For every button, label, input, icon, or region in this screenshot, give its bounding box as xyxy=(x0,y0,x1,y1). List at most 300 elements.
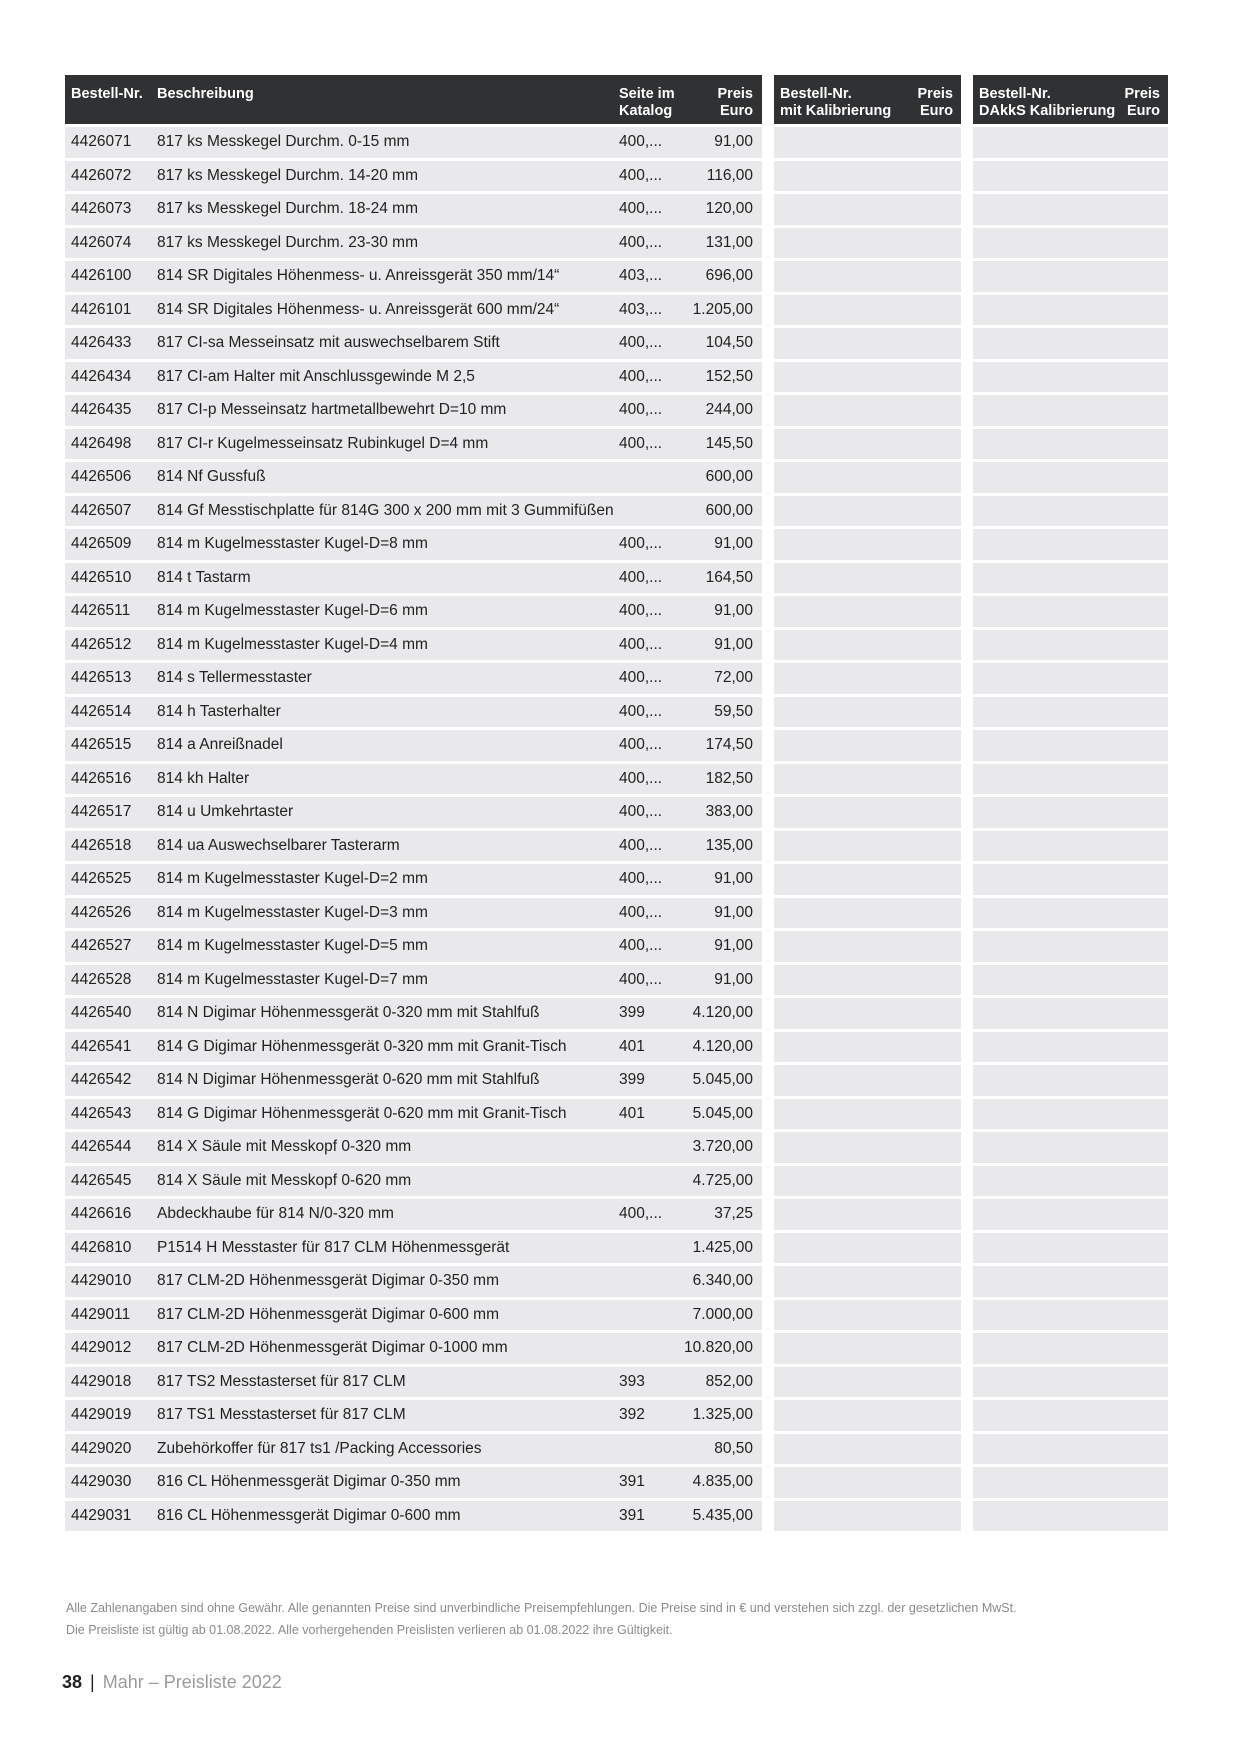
disclaimer-line-1: Alle Zahlenangaben sind ohne Gewähr. Alle genannten Preise sind unverbindliche Preisempfehlungen. Die Preise sind in € und verstehen sich zzgl. der gesetzlichen MwSt. xyxy=(66,1601,1017,1615)
table-row xyxy=(65,1501,762,1532)
catalog-page: 400,... xyxy=(619,870,663,887)
dakks-row xyxy=(973,697,1168,728)
price: 4.725,00 xyxy=(692,1171,753,1189)
catalog-page: 391 xyxy=(619,1506,645,1524)
dakks-row xyxy=(973,1300,1168,1331)
description: 814 SR Digitales Höhenmess- u. Anreissgerät 600 mm/24“ xyxy=(157,300,560,318)
dakks-row xyxy=(973,1400,1168,1431)
catalog-page: 399 xyxy=(619,1071,645,1088)
header-price-line2: Euro xyxy=(719,103,753,119)
dakks-row xyxy=(973,1367,1168,1398)
description: 814 G Digimar Höhenmessgerät 0-620 mm mit Granit-Tisch xyxy=(157,1104,567,1122)
description: 817 ks Messkegel Durchm. 23-30 mm xyxy=(157,233,419,251)
price: 7.000,00 xyxy=(692,1305,753,1323)
price: 59,50 xyxy=(714,702,753,720)
calibration-row xyxy=(774,194,961,225)
price: 5.045,00 xyxy=(692,1104,753,1122)
calibration-row xyxy=(774,697,961,728)
catalog-page: 400,... xyxy=(619,602,663,619)
price: 104,50 xyxy=(705,334,753,351)
catalog-page: 400,... xyxy=(619,1205,663,1222)
table-row xyxy=(65,429,762,460)
price: 80,50 xyxy=(714,1439,753,1457)
table-row xyxy=(65,194,762,225)
description: 817 TS2 Messtasterset für 817 CLM xyxy=(157,1372,406,1390)
price: 135,00 xyxy=(705,836,753,854)
calibration-row xyxy=(774,563,961,594)
price: 182,50 xyxy=(705,769,753,787)
table-row xyxy=(65,1166,762,1197)
price: 383,00 xyxy=(705,803,753,820)
calibration-table-header xyxy=(774,75,961,124)
order-number: 4426518 xyxy=(71,836,132,854)
dakks-row xyxy=(973,261,1168,292)
description: 814 u Umkehrtaster xyxy=(157,803,294,820)
description: 814 N Digimar Höhenmessgerät 0-320 mm mit Stahlfuß xyxy=(157,1004,540,1021)
description: 814 Nf Gussfuß xyxy=(157,468,266,485)
price: 5.045,00 xyxy=(692,1071,753,1088)
price: 174,50 xyxy=(705,736,753,753)
catalog-page: 400,... xyxy=(619,635,663,653)
catalog-page: 403,... xyxy=(619,300,663,318)
table-row xyxy=(65,1400,762,1431)
table-row xyxy=(65,998,762,1029)
header-dakks-price-line2: Euro xyxy=(1126,103,1160,119)
order-number: 4426101 xyxy=(71,300,132,318)
description: 814 SR Digitales Höhenmess- u. Anreissgerät 350 mm/14“ xyxy=(157,267,560,284)
catalog-page: 400,... xyxy=(619,535,663,552)
calibration-row xyxy=(774,161,961,192)
table-row xyxy=(65,161,762,192)
order-number: 4426072 xyxy=(71,166,132,184)
calibration-row xyxy=(774,1166,961,1197)
description: 817 ks Messkegel Durchm. 14-20 mm xyxy=(157,166,419,184)
description: 814 s Tellermesstaster xyxy=(157,669,312,686)
table-row xyxy=(65,1199,762,1230)
calibration-row xyxy=(774,797,961,828)
description: 814 m Kugelmesstaster Kugel-D=3 mm xyxy=(157,903,428,921)
table-row xyxy=(65,1132,762,1163)
table-row xyxy=(65,1233,762,1264)
catalog-page: 400,... xyxy=(619,334,663,351)
description: 814 G Digimar Höhenmessgerät 0-320 mm mit Granit-Tisch xyxy=(157,1037,567,1055)
header-kal-nr-line2: mit Kalibrierung xyxy=(780,103,892,119)
order-number: 4429020 xyxy=(71,1439,132,1457)
catalog-page: 399 xyxy=(619,1004,645,1021)
dakks-row xyxy=(973,295,1168,326)
calibration-row xyxy=(774,429,961,460)
description: 816 CL Höhenmessgerät Digimar 0-600 mm xyxy=(157,1506,461,1524)
order-number: 4426526 xyxy=(71,903,132,921)
dakks-row xyxy=(973,1199,1168,1230)
calibration-row xyxy=(774,1367,961,1398)
table-row xyxy=(65,1099,762,1130)
description: 814 N Digimar Höhenmessgerät 0-620 mm mit Stahlfuß xyxy=(157,1071,540,1088)
calibration-row xyxy=(774,1434,961,1465)
table-row xyxy=(65,898,762,929)
order-number: 4429019 xyxy=(71,1406,132,1423)
catalog-page: 400,... xyxy=(619,836,663,854)
calibration-row xyxy=(774,831,961,862)
dakks-row xyxy=(973,831,1168,862)
catalog-page: 400,... xyxy=(619,434,663,452)
dakks-row xyxy=(973,1132,1168,1163)
order-number: 4426074 xyxy=(71,233,132,251)
header-price-calibration xyxy=(918,86,953,120)
price: 4.835,00 xyxy=(692,1473,753,1490)
dakks-row xyxy=(973,1467,1168,1498)
order-number: 4426510 xyxy=(71,568,132,586)
calibration-row xyxy=(774,1300,961,1331)
order-number: 4426434 xyxy=(71,367,132,385)
description: 817 ks Messkegel Durchm. 18-24 mm xyxy=(157,200,419,217)
dakks-row xyxy=(973,931,1168,962)
calibration-row xyxy=(774,1065,961,1096)
dakks-table xyxy=(973,75,1168,1534)
calibration-row xyxy=(774,496,961,527)
calibration-row xyxy=(774,898,961,929)
dakks-row xyxy=(973,1233,1168,1264)
table-row xyxy=(65,362,762,393)
description: 814 m Kugelmesstaster Kugel-D=6 mm xyxy=(157,602,428,619)
price: 696,00 xyxy=(705,267,753,284)
catalog-page: 400,... xyxy=(619,669,663,686)
description: 814 m Kugelmesstaster Kugel-D=5 mm xyxy=(157,937,428,954)
table-row xyxy=(65,328,762,359)
dakks-row xyxy=(973,1501,1168,1532)
description: 817 CI-sa Messeinsatz mit auswechselbarem Stift xyxy=(157,334,500,351)
order-number: 4426506 xyxy=(71,468,132,485)
description: 817 CLM-2D Höhenmessgerät Digimar 0-600 mm xyxy=(157,1305,499,1323)
page-number: 38 xyxy=(62,1672,83,1692)
price: 91,00 xyxy=(714,635,753,653)
price: 1.205,00 xyxy=(692,300,753,318)
price: 600,00 xyxy=(705,501,753,519)
price: 852,00 xyxy=(705,1372,753,1390)
calibration-row xyxy=(774,764,961,795)
catalog-page: 400,... xyxy=(619,970,663,988)
calibration-row xyxy=(774,261,961,292)
calibration-row xyxy=(774,965,961,996)
header-dakks-nr-line1: Bestell-Nr. xyxy=(979,86,1051,102)
table-row xyxy=(65,797,762,828)
calibration-row xyxy=(774,596,961,627)
price: 131,00 xyxy=(705,233,753,251)
calibration-row xyxy=(774,328,961,359)
calibration-row xyxy=(774,1400,961,1431)
catalog-page: 400,... xyxy=(619,803,663,820)
page-footer xyxy=(62,1670,282,1694)
description: 817 CLM-2D Höhenmessgerät Digimar 0-350 mm xyxy=(157,1272,499,1289)
dakks-row xyxy=(973,194,1168,225)
calibration-row xyxy=(774,864,961,895)
description: 814 h Tasterhalter xyxy=(157,702,281,720)
order-number: 4429012 xyxy=(71,1339,132,1356)
dakks-row xyxy=(973,596,1168,627)
table-row xyxy=(65,1266,762,1297)
dakks-row xyxy=(973,965,1168,996)
table-row xyxy=(65,1367,762,1398)
dakks-row xyxy=(973,630,1168,661)
table-row xyxy=(65,730,762,761)
dakks-row xyxy=(973,864,1168,895)
table-row xyxy=(65,831,762,862)
catalog-page: 391 xyxy=(619,1473,645,1490)
table-row xyxy=(65,228,762,259)
calibration-row xyxy=(774,1032,961,1063)
price: 91,00 xyxy=(714,903,753,921)
price: 1.425,00 xyxy=(692,1238,753,1256)
price: 3.720,00 xyxy=(692,1138,753,1155)
catalog-page: 392 xyxy=(619,1406,645,1423)
calibration-row xyxy=(774,931,961,962)
table-row xyxy=(65,563,762,594)
calibration-row xyxy=(774,295,961,326)
order-number: 4426507 xyxy=(71,501,132,519)
table-row xyxy=(65,261,762,292)
dakks-row xyxy=(973,898,1168,929)
price: 91,00 xyxy=(714,937,753,954)
order-number: 4426517 xyxy=(71,803,132,820)
price: 244,00 xyxy=(705,401,753,418)
dakks-row xyxy=(973,563,1168,594)
table-row xyxy=(65,395,762,426)
order-number: 4426514 xyxy=(71,702,132,720)
catalog-page: 393 xyxy=(619,1372,645,1390)
price: 91,00 xyxy=(714,602,753,619)
catalog-page: 403,... xyxy=(619,267,663,284)
disclaimer-line-2: Die Preisliste ist gültig ab 01.08.2022. Alle vorhergehenden Preislisten verlieren ab 01.08.2022 ihre Gültigkeit. xyxy=(66,1623,673,1637)
calibration-row xyxy=(774,395,961,426)
dakks-row xyxy=(973,1434,1168,1465)
calibration-row xyxy=(774,730,961,761)
catalog-page: 400,... xyxy=(619,233,663,251)
table-row xyxy=(65,596,762,627)
description: P1514 H Messtaster für 817 CLM Höhenmessgerät xyxy=(157,1238,510,1256)
description: 817 CI-r Kugelmesseinsatz Rubinkugel D=4 mm xyxy=(157,434,489,452)
calibration-row xyxy=(774,1199,961,1230)
price: 4.120,00 xyxy=(692,1004,753,1021)
calibration-row xyxy=(774,462,961,493)
dakks-row xyxy=(973,496,1168,527)
description: 814 t Tastarm xyxy=(157,568,251,586)
calibration-row xyxy=(774,1333,961,1364)
dakks-row xyxy=(973,395,1168,426)
dakks-row xyxy=(973,1099,1168,1130)
calibration-row xyxy=(774,1467,961,1498)
header-dakks-price-line1: Preis xyxy=(1124,86,1160,102)
catalog-page: 400,... xyxy=(619,769,663,787)
table-row xyxy=(65,1032,762,1063)
catalog-page: 400,... xyxy=(619,401,663,418)
order-number: 4426512 xyxy=(71,635,132,653)
calibration-row xyxy=(774,663,961,694)
order-number: 4426543 xyxy=(71,1104,132,1122)
price: 116,00 xyxy=(706,166,753,184)
description: Abdeckhaube für 814 N/0-320 mm xyxy=(157,1205,394,1222)
dakks-row xyxy=(973,1333,1168,1364)
dakks-row xyxy=(973,1065,1168,1096)
price: 91,00 xyxy=(714,535,753,552)
table-row xyxy=(65,764,762,795)
disclaimer xyxy=(66,1597,1176,1641)
calibration-row xyxy=(774,1132,961,1163)
table-row xyxy=(65,1065,762,1096)
catalog-page: 400,... xyxy=(619,367,663,385)
calibration-row xyxy=(774,630,961,661)
catalog-page: 400,... xyxy=(619,133,663,150)
header-order-number-dakks xyxy=(979,86,1115,120)
table-row xyxy=(65,1300,762,1331)
calibration-row xyxy=(774,1099,961,1130)
header-catalog-page xyxy=(619,86,679,120)
calibration-row xyxy=(774,1233,961,1264)
description: 817 ks Messkegel Durchm. 0-15 mm xyxy=(157,133,410,150)
table-row xyxy=(65,1333,762,1364)
catalog-page: 400,... xyxy=(619,702,663,720)
calibration-row xyxy=(774,1266,961,1297)
header-order-number: Bestell-Nr. xyxy=(71,86,143,102)
dakks-row xyxy=(973,764,1168,795)
description: 816 CL Höhenmessgerät Digimar 0-350 mm xyxy=(157,1473,461,1490)
dakks-row xyxy=(973,127,1168,158)
table-row xyxy=(65,864,762,895)
order-number: 4426542 xyxy=(71,1071,132,1088)
order-number: 4426516 xyxy=(71,769,132,787)
description: 817 TS1 Messtasterset für 817 CLM xyxy=(157,1406,406,1423)
order-number: 4426527 xyxy=(71,937,132,954)
order-number: 4426541 xyxy=(71,1037,132,1055)
header-kal-price-line1: Preis xyxy=(917,86,953,102)
order-number: 4426525 xyxy=(71,870,132,887)
document-title: Mahr – Preisliste 2022 xyxy=(102,1672,282,1692)
table-row xyxy=(65,697,762,728)
dakks-row xyxy=(973,228,1168,259)
dakks-row xyxy=(973,1266,1168,1297)
price: 6.340,00 xyxy=(692,1272,753,1289)
dakks-row xyxy=(973,529,1168,560)
price: 37,25 xyxy=(714,1205,753,1222)
description: 814 m Kugelmesstaster Kugel-D=2 mm xyxy=(157,870,428,887)
dakks-row xyxy=(973,362,1168,393)
header-price-dakks xyxy=(1125,86,1160,120)
page-separator: | xyxy=(90,1672,95,1692)
order-number: 4429030 xyxy=(71,1473,132,1490)
catalog-page: 401 xyxy=(619,1104,645,1122)
price: 91,00 xyxy=(714,870,753,887)
order-number: 4426810 xyxy=(71,1238,132,1256)
order-number: 4426498 xyxy=(71,434,132,452)
catalog-page: 400,... xyxy=(619,937,663,954)
order-number: 4426073 xyxy=(71,200,132,217)
calibration-table xyxy=(774,75,961,1534)
order-number: 4429031 xyxy=(71,1506,132,1524)
order-number: 4429010 xyxy=(71,1272,132,1289)
order-number: 4426540 xyxy=(71,1004,132,1021)
calibration-row xyxy=(774,998,961,1029)
dakks-row xyxy=(973,797,1168,828)
order-number: 4426528 xyxy=(71,970,132,988)
price: 600,00 xyxy=(705,468,753,485)
calibration-row xyxy=(774,362,961,393)
order-number: 4426433 xyxy=(71,334,132,351)
calibration-row xyxy=(774,1501,961,1532)
description: 814 m Kugelmesstaster Kugel-D=4 mm xyxy=(157,635,428,653)
price: 91,00 xyxy=(714,133,753,150)
price: 72,00 xyxy=(714,669,753,686)
description: 814 m Kugelmesstaster Kugel-D=7 mm xyxy=(157,970,428,988)
dakks-row xyxy=(973,730,1168,761)
calibration-table-body xyxy=(774,127,961,1531)
dakks-table-body xyxy=(973,127,1168,1531)
header-dakks-nr-line2: DAkkS Kalibrierung xyxy=(979,103,1116,119)
price: 164,50 xyxy=(705,568,753,586)
dakks-row xyxy=(973,663,1168,694)
order-number: 4426545 xyxy=(71,1171,132,1189)
dakks-row xyxy=(973,429,1168,460)
description: 814 X Säule mit Messkopf 0-620 mm xyxy=(157,1171,412,1189)
order-number: 4426100 xyxy=(71,267,132,284)
price: 4.120,00 xyxy=(692,1037,753,1055)
order-number: 4426509 xyxy=(71,535,132,552)
catalog-page: 400,... xyxy=(619,903,663,921)
price: 152,50 xyxy=(705,367,753,385)
table-row xyxy=(65,295,762,326)
header-catalog-page-line1: Seite im xyxy=(619,86,675,102)
header-kal-price-line2: Euro xyxy=(919,103,953,119)
order-number: 4429018 xyxy=(71,1372,132,1390)
description: 814 ua Auswechselbarer Tasterarm xyxy=(157,836,400,854)
dakks-row xyxy=(973,998,1168,1029)
price-table xyxy=(65,75,762,1534)
order-number: 4429011 xyxy=(71,1305,131,1323)
catalog-page: 400,... xyxy=(619,166,663,184)
table-row xyxy=(65,127,762,158)
dakks-row xyxy=(973,161,1168,192)
calibration-row xyxy=(774,127,961,158)
table-header xyxy=(65,75,762,124)
table-row xyxy=(65,496,762,527)
price: 10.820,00 xyxy=(684,1339,753,1356)
header-kal-nr-line1: Bestell-Nr. xyxy=(780,86,852,102)
table-row xyxy=(65,663,762,694)
dakks-row xyxy=(973,328,1168,359)
description: 814 a Anreißnadel xyxy=(157,736,283,753)
catalog-page: 401 xyxy=(619,1037,645,1055)
order-number: 4426515 xyxy=(71,736,132,753)
description: 814 m Kugelmesstaster Kugel-D=8 mm xyxy=(157,535,428,552)
price: 5.435,00 xyxy=(692,1506,753,1524)
table-row xyxy=(65,630,762,661)
header-price-line1: Preis xyxy=(717,86,753,102)
description: 817 CI-p Messeinsatz hartmetallbewehrt D=10 mm xyxy=(157,401,507,418)
table-row xyxy=(65,931,762,962)
table-row xyxy=(65,965,762,996)
table-row xyxy=(65,462,762,493)
table-row xyxy=(65,1434,762,1465)
header-price xyxy=(718,86,753,120)
description: 814 X Säule mit Messkopf 0-320 mm xyxy=(157,1138,412,1155)
calibration-row xyxy=(774,228,961,259)
description: 817 CLM-2D Höhenmessgerät Digimar 0-1000 mm xyxy=(157,1339,508,1356)
order-number: 4426071 xyxy=(71,133,132,150)
price: 91,00 xyxy=(714,970,753,988)
dakks-row xyxy=(973,1166,1168,1197)
header-catalog-page-line2: Katalog xyxy=(619,103,673,119)
calibration-row xyxy=(774,529,961,560)
order-number: 4426511 xyxy=(71,602,131,619)
description: Zubehörkoffer für 817 ts1 /Packing Accessories xyxy=(157,1439,482,1457)
